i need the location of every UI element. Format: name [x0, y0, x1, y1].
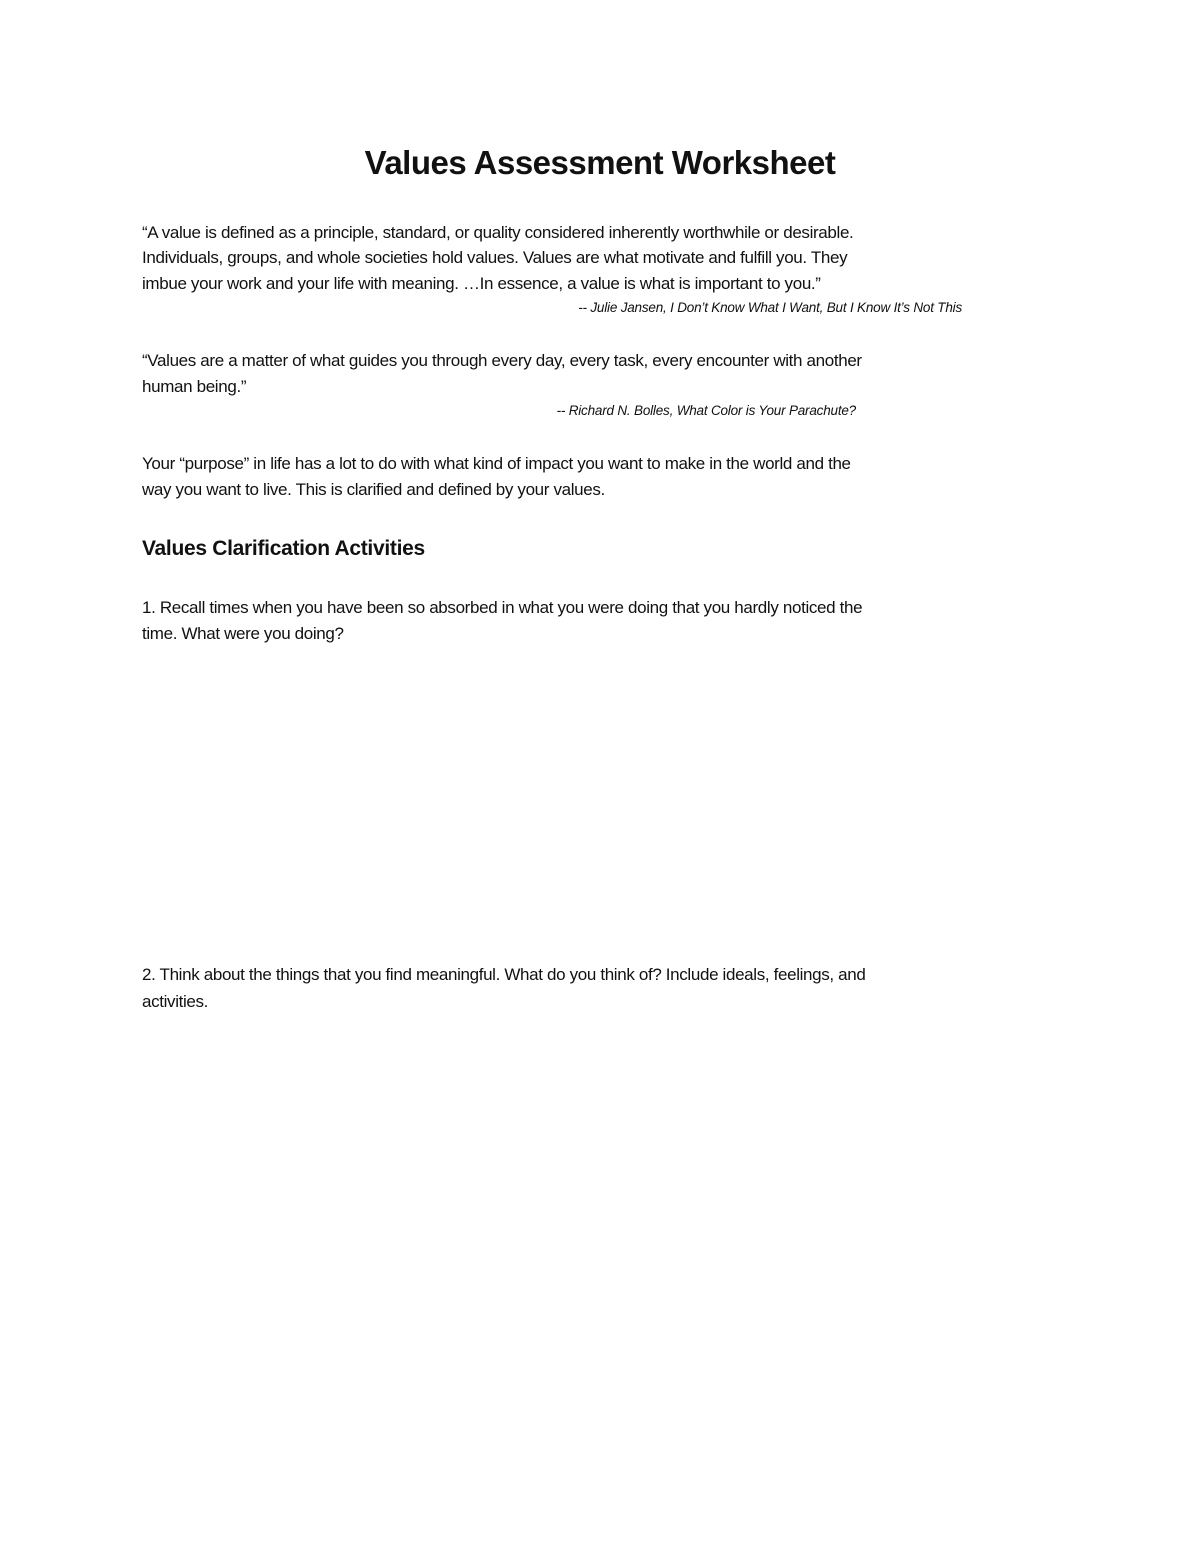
quote-line: “A value is defined as a principle, standard, or quality considered inherently worthwhile or desirable. [142, 223, 854, 242]
paragraph-line: Your “purpose” in life has a lot to do with what kind of impact you want to make in the world and the [142, 454, 851, 473]
paragraph-line: way you want to live. This is clarified and defined by your values. [142, 480, 605, 499]
question-line: 1. Recall times when you have been so absorbed in what you were doing that you hardly noticed the [142, 598, 863, 617]
page-title: Values Assessment Worksheet [364, 144, 836, 181]
quote-line: human being.” [142, 377, 247, 396]
quote-line: “Values are a matter of what guides you through every day, every task, every encounter with another [142, 351, 862, 370]
quote-line: Individuals, groups, and whole societies hold values. Values are what motivate and fulfill you. They [142, 248, 848, 267]
question-line: time. What were you doing? [142, 624, 344, 643]
section-heading: Values Clarification Activities [142, 537, 425, 560]
question-line: 2. Think about the things that you find meaningful. What do you think of? Include ideals, feelings, and [142, 965, 866, 984]
quote-attribution: -- Julie Jansen, I Don’t Know What I Want, But I Know It’s Not This [578, 300, 962, 315]
quote-line: imbue your work and your life with meaning. …In essence, a value is what is important to you.” [142, 274, 821, 293]
quote-attribution: -- Richard N. Bolles, What Color is Your Parachute? [556, 403, 856, 418]
question-line: activities. [142, 992, 209, 1011]
